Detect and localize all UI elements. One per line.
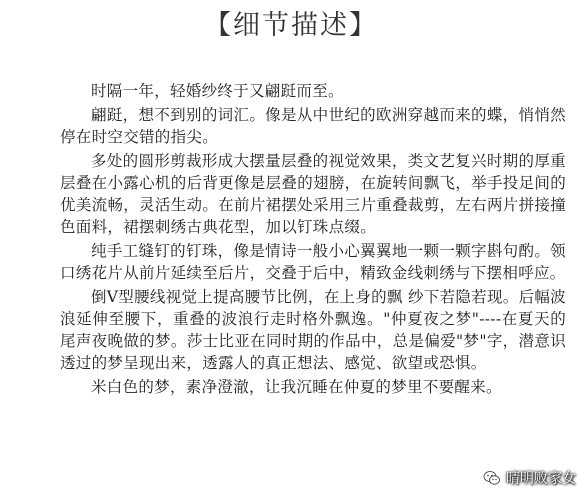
paragraph: 倒V型腰线视觉上提高腰节比例，在上身的飘 纱下若隐若现。后幅波浪延伸至腰下，重叠的波浪行走时格外飘逸。"仲夏夜之梦"----在夏天的尾声夜晚做的梦。莎士比亚在同时期的作品中，总是偏爱"梦"字，潜意识透过的梦呈现出来，透露人的真正想法、感觉、欲望或恐惧。 [60,288,566,372]
wechat-icon [483,469,501,487]
title-wrap [0,6,582,46]
watermark [483,468,576,488]
paragraph: 米白色的梦，素净澄澈，让我沉睡在仲夏的梦里不要醒来。 [91,378,502,396]
article-body [60,80,566,400]
paragraph: 翩跹，想不到别的词汇。像是从中世纪的欧洲穿越而来的蝶，悄悄然停在时空交错的指尖。 [60,106,566,146]
paragraph: 纯手工缝钉的钉珠，像是情诗一般小心翼翼地一颗一颗字斟句酌。领口绣花片从前片延续至后片，交叠于后中，精致金线刺绣与下摆相呼应。 [60,242,566,282]
paragraph: 多处的圆形剪裁形成大摆量层叠的视觉效果，类文艺复兴时期的厚重层叠在小露心机的后背更像是层叠的翅膀，在旋转间飘飞，举手投足间的优美流畅，灵活生动。在前片裙摆处采用三片重叠裁剪，左右两片拼接撞色面料，裙摆刺绣古典花型，加以钉珠点缀。 [60,152,566,236]
watermark-text: 晴明败家女 [506,471,576,487]
paragraph: 时隔一年，轻婚纱终于又翩跹而至。 [91,82,344,100]
section-title: 【细节描述】 [204,10,378,41]
